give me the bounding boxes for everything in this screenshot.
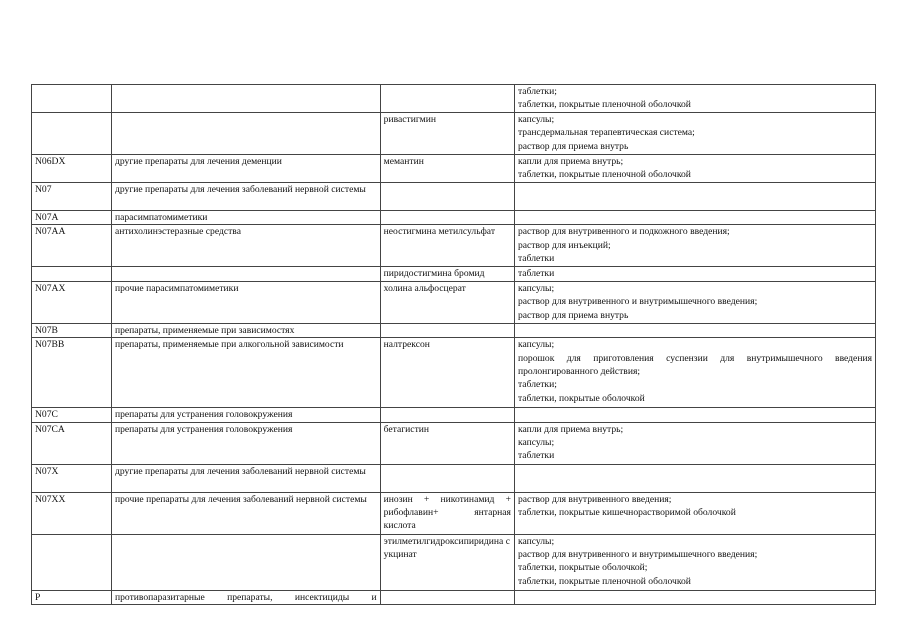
form-line: таблетки, покрытые пленочной оболочкой: [517, 575, 691, 587]
group-text: противопаразитарные препараты, инсектициды и: [114, 591, 377, 603]
forms-cell: [514, 267, 875, 281]
atc-code-cell: N07BB: [32, 338, 112, 408]
table-row: [32, 323, 876, 337]
atc-code-cell: N07: [32, 183, 112, 211]
forms-cell: [514, 323, 875, 337]
form-line: таблетки;: [517, 86, 557, 97]
drug-cell: пиридостигмина бромид: [380, 267, 514, 281]
group-cell: парасимпатомиметики: [111, 211, 380, 225]
form-line: капсулы;: [517, 114, 555, 125]
drug-cell: ривастигмин: [380, 113, 514, 155]
table-row: [32, 408, 876, 422]
table-row: [32, 113, 876, 155]
table-row: [32, 183, 876, 211]
drug-cell: [380, 85, 514, 113]
forms-cell: [514, 338, 875, 408]
table-row: [32, 155, 876, 183]
form-line: раствор для инъекций;: [517, 239, 611, 251]
atc-code-cell: N07C: [32, 408, 112, 422]
form-line: капсулы;: [517, 339, 555, 351]
drug-cell: [380, 323, 514, 337]
form-line: раствор для внутривенного и подкожного введения;: [517, 226, 730, 238]
forms-cell: [514, 464, 875, 492]
forms-cell: [514, 281, 875, 323]
atc-code-cell: N07AX: [32, 281, 112, 323]
drug-cell: [380, 183, 514, 211]
drug-list-table: [31, 84, 876, 605]
form-line: трансдермальная терапевтическая система;: [517, 127, 695, 139]
form-line: таблетки, покрытые оболочкой;: [517, 562, 648, 574]
drug-cell: этилметилгидроксипиридина сукцинат: [380, 534, 514, 590]
atc-code-cell: [32, 534, 112, 590]
group-cell: другие препараты для лечения заболеваний нервной системы: [111, 183, 380, 211]
form-line: таблетки, покрытые пленочной оболочкой: [517, 99, 691, 111]
forms-cell: [514, 534, 875, 590]
table-row: [32, 85, 876, 113]
group-cell: другие препараты для лечения заболеваний нервной системы: [111, 464, 380, 492]
form-line: раствор для внутривенного и внутримышечного введения;: [517, 549, 758, 561]
drug-cell: [380, 211, 514, 225]
group-cell: препараты, применяемые при зависимостях: [111, 323, 380, 337]
form-line: капли для приема внутрь;: [517, 156, 624, 167]
table-row: [32, 492, 876, 534]
drug-cell: холина альфосцерат: [380, 281, 514, 323]
table-row: [32, 534, 876, 590]
table-row: [32, 338, 876, 408]
atc-code-cell: N06DX: [32, 155, 112, 183]
form-line: капли для приема внутрь;: [517, 423, 624, 435]
forms-cell: [514, 225, 875, 267]
drug-cell: налтрексон: [380, 338, 514, 408]
form-line: таблетки;: [517, 379, 557, 391]
form-line: таблетки, покрытые оболочкой: [517, 392, 645, 404]
table-row: [32, 225, 876, 267]
group-cell: [111, 267, 380, 281]
drug-cell: [380, 590, 514, 604]
atc-code-cell: N07B: [32, 323, 112, 337]
atc-code-cell: N07XX: [32, 492, 112, 534]
form-line: таблетки, покрытые пленочной оболочкой: [517, 169, 691, 181]
form-line: капсулы;: [517, 437, 555, 449]
form-line: капсулы;: [517, 535, 555, 547]
atc-code-cell: [32, 85, 112, 113]
group-cell: препараты, применяемые при алкогольной зависимости: [111, 338, 380, 408]
drug-cell: [380, 408, 514, 422]
group-cell: прочие парасимпатомиметики: [111, 281, 380, 323]
drug-cell: мемантин: [380, 155, 514, 183]
table-row: [32, 211, 876, 225]
forms-cell: [514, 183, 875, 211]
drug-cell: неостигмина метилсульфат: [380, 225, 514, 267]
group-cell: прочие препараты для лечения заболеваний нервной системы: [111, 492, 380, 534]
table-row: [32, 464, 876, 492]
table-row: [32, 267, 876, 281]
drug-cell: инозин + никотинамид + рибофлавин+ янтарная кислота: [380, 492, 514, 534]
group-cell: [111, 590, 380, 604]
form-line: капсулы;: [517, 282, 555, 294]
form-line: раствор для внутривенного введения;: [517, 493, 672, 505]
atc-code-cell: N07AA: [32, 225, 112, 267]
form-line: раствор для внутривенного и внутримышечного введения;: [517, 296, 758, 308]
atc-code-cell: [32, 267, 112, 281]
atc-code-cell: N07A: [32, 211, 112, 225]
group-cell: другие препараты для лечения деменции: [111, 155, 380, 183]
form-line: таблетки: [517, 450, 555, 462]
drug-cell: бетагистин: [380, 422, 514, 464]
forms-cell: [514, 155, 875, 183]
group-cell: препараты для устранения головокружения: [111, 422, 380, 464]
forms-cell: [514, 492, 875, 534]
table-row: [32, 422, 876, 464]
form-line: таблетки: [517, 268, 555, 280]
forms-cell: [514, 85, 875, 113]
form-line: таблетки, покрытые кишечнорастворимой оболочкой: [517, 507, 736, 519]
group-cell: антихолинэстеразные средства: [111, 225, 380, 267]
forms-cell: [514, 590, 875, 604]
group-cell: [111, 85, 380, 113]
form-line: порошок для приготовления суспензии для внутримышечного введения пролонгированного действия;: [517, 352, 872, 378]
form-line: раствор для приема внутрь: [517, 309, 629, 321]
form-line: таблетки: [517, 253, 555, 265]
drug-cell: [380, 464, 514, 492]
group-cell: [111, 113, 380, 155]
atc-code-cell: N07X: [32, 464, 112, 492]
group-cell: препараты для устранения головокружения: [111, 408, 380, 422]
atc-code-cell: [32, 113, 112, 155]
atc-code-cell: N07CA: [32, 422, 112, 464]
table-row: [32, 590, 876, 604]
form-line: раствор для приема внутрь: [517, 140, 629, 152]
group-cell: [111, 534, 380, 590]
atc-code-cell: P: [32, 590, 112, 604]
table-row: [32, 281, 876, 323]
forms-cell: [514, 211, 875, 225]
forms-cell: [514, 113, 875, 155]
forms-cell: [514, 408, 875, 422]
forms-cell: [514, 422, 875, 464]
